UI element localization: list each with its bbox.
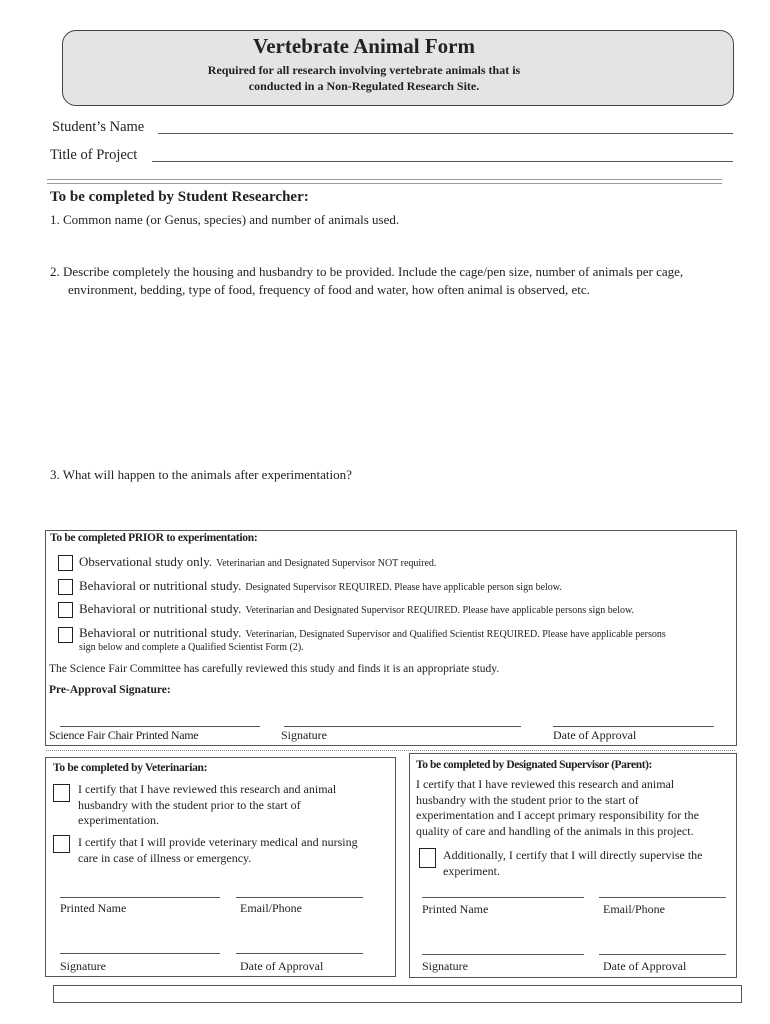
vet-signature-line[interactable] [60,953,220,954]
vet-printed-name-line[interactable] [60,897,220,898]
divider [47,179,722,184]
option-detail: Veterinarian and Designated Supervisor NOT required. [216,558,437,569]
option-behavioral-vet-checkbox[interactable] [58,602,73,618]
supervisor-printed-name-line[interactable] [422,897,584,898]
chair-signature-label: Signature [281,728,327,742]
preapproval-label: Pre-Approval Signature: [49,684,171,696]
supervisor-cert-line: husbandry with the student prior to the start of [416,792,639,807]
chair-name-line[interactable] [60,726,260,727]
supervisor-signature-line[interactable] [422,954,584,955]
question-1: 1. Common name (or Genus, species) and number of animals used. [50,212,400,227]
option-main-label: Behavioral or nutritional study. [79,625,242,640]
vet-cert2 [78,835,358,866]
prior-heading: To be completed PRIOR to experimentation: [50,532,258,544]
question-2-line2: environment, bedding, type of food, frequency of food and water, how often animal is observed, etc. [68,282,590,297]
supervisor-cert-line: I certify that I have reviewed this research and animal [416,777,675,791]
supervisor-date-label: Date of Approval [603,959,687,973]
supervisor-cert-line: experimentation and I accept primary responsibility for the [416,808,699,822]
vet-cert1 [78,782,336,829]
committee-statement: The Science Fair Committee has carefully reviewed this study and finds it is an appropriate study. [49,663,500,675]
chair-date-line[interactable] [553,726,714,727]
supervisor-signature-label: Signature [422,959,468,973]
vet-cert1-line: experimentation. [78,813,159,827]
option-detail-continued: sign below and complete a Qualified Scientist Form (2). [79,642,304,653]
vet-date-line[interactable] [236,953,363,954]
vet-cert2-line: care in case of illness or emergency. [78,850,252,865]
vet-email-line[interactable] [236,897,363,898]
option-detail: Designated Supervisor REQUIRED. Please have applicable person sign below. [245,582,562,593]
footer-box [53,985,742,1003]
form-subtitle-line2: conducted in a Non-Regulated Research Site. [248,79,480,93]
vet-heading: To be completed by Veterinarian: [53,762,208,774]
chair-date-label: Date of Approval [553,728,637,742]
form-subtitle-line1: Required for all research involving vertebrate animals that is [207,63,521,77]
supervisor-email-line[interactable] [599,897,726,898]
supervisor-printed-name-label: Printed Name [422,902,489,916]
option-main-label: Behavioral or nutritional study. [79,601,242,616]
supervisor-additional-line: Additionally, I certify that I will directly supervise the [443,848,703,862]
supervisor-additional [443,848,702,879]
vet-email-label: Email/Phone [240,901,302,915]
supervisor-date-line[interactable] [599,954,726,955]
supervisor-cert [416,777,699,839]
question-2-line1: 2. Describe completely the housing and husbandry to be provided. Include the cage/pen size, number of animals per cage, [50,264,684,279]
vet-signature-label: Signature [60,959,106,973]
option-main-label: Behavioral or nutritional study. [79,578,242,593]
vet-cert2-line: I certify that I will provide veterinary medical and nursing [78,835,358,849]
option-behavioral-scientist [79,624,666,642]
supervisor-additional-line: experiment. [443,863,500,878]
supervisor-email-label: Email/Phone [603,902,665,916]
project-title-line[interactable] [152,161,733,162]
vet-cert1-checkbox[interactable] [53,784,70,802]
option-behavioral-supervisor [79,577,562,595]
option-observational [79,553,436,571]
project-title-label: Title of Project [50,147,138,163]
student-name-label: Student’s Name [52,119,145,135]
vet-printed-name-label: Printed Name [60,901,127,915]
option-main-label: Observational study only. [79,554,213,569]
question-3: 3. What will happen to the animals after experimentation? [50,467,352,482]
vet-cert2-checkbox[interactable] [53,835,70,853]
form-title: Vertebrate Animal Form [253,34,475,58]
chair-signature-line[interactable] [284,726,521,727]
vet-cert1-line: I certify that I have reviewed this research and animal [78,782,337,796]
vet-date-label: Date of Approval [240,959,324,973]
option-behavioral-vet [79,600,634,618]
supervisor-heading: To be completed by Designated Supervisor (Parent): [416,759,652,771]
option-detail: Veterinarian and Designated Supervisor REQUIRED. Please have applicable persons sign below. [245,605,635,616]
dotted-separator [46,750,735,751]
option-observational-checkbox[interactable] [58,555,73,571]
option-detail: Veterinarian, Designated Supervisor and Qualified Scientist REQUIRED. Please have applicable persons [245,629,666,640]
chair-name-label: Science Fair Chair Printed Name [49,728,199,742]
vet-cert1-line: husbandry with the student prior to the start of [78,797,301,812]
supervisor-additional-checkbox[interactable] [419,848,436,868]
supervisor-cert-line: quality of care and handling of the animals in this project. [416,823,694,838]
option-behavioral-supervisor-checkbox[interactable] [58,579,73,595]
option-behavioral-scientist-checkbox[interactable] [58,627,73,643]
researcher-heading: To be completed by Student Researcher: [50,189,309,205]
student-name-line[interactable] [158,133,733,134]
